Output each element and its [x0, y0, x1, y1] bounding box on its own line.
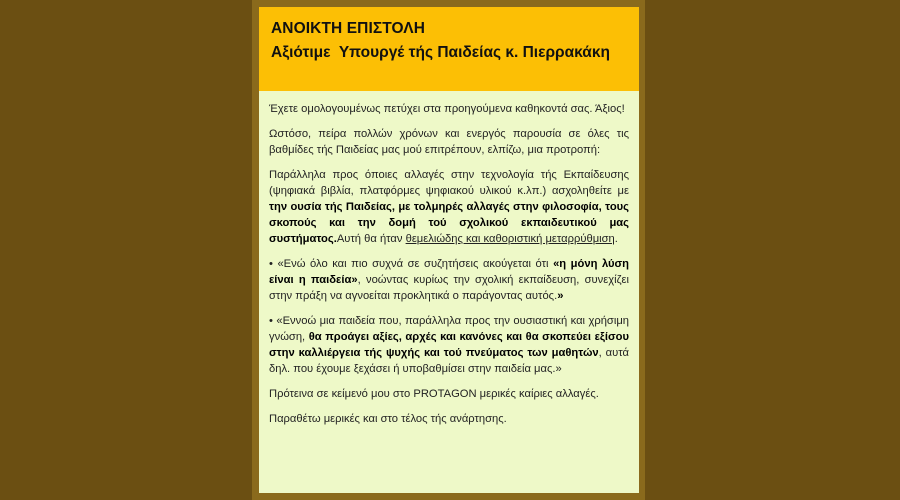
paragraph-3-text: Παράλληλα προς όποιες αλλαγές στην τεχνολογία τής Εκπαίδευσης (ψηφιακά βιβλία, πλατφόρμες ψηφιακού υλικού κ.λπ.) ασχοληθείτε με — [269, 169, 629, 197]
paragraph-3-text-2: Αυτή θα ήταν — [336, 233, 406, 245]
paragraph-4-text: • «Ενώ όλο και πιο συχνά σε συζητήσεις ακούγεται ότι — [269, 258, 554, 270]
paragraph-7: Παραθέτω μερικές και στο τέλος τής ανάρτησης. — [269, 413, 507, 425]
letter-header — [259, 7, 639, 91]
paragraph-5-text: • «Εννοώ μια παιδεία που, παράλληλα προς την ουσιαστική και χρήσιμη γνώση, — [269, 315, 629, 343]
paragraph-6: Πρότεινα σε κείμενό μου στο PROTAGON μερικές καίριες αλλαγές. — [269, 388, 599, 400]
paragraph-3-end: . — [614, 233, 618, 245]
paragraph-1: Έχετε ομολογουμένως πετύχει στα προηγούμενα καθηκοντά σας. Άξιος! — [269, 103, 625, 115]
paragraph-3 — [269, 167, 629, 247]
letter-body — [259, 91, 639, 427]
paragraph-3-bold: την ουσία τής Παιδείας, με τολμηρές αλλαγές στην φιλοσοφία, τους σκοπούς και την δομή τού σχολικού εκπαιδευτικού μας συστήματος. — [269, 201, 629, 245]
letter-title: ΑΝΟΙΚΤΗ ΕΠΙΣΤΟΛΗ — [271, 20, 426, 37]
letter-card — [259, 7, 639, 493]
paragraph-4-quote-close: » — [557, 290, 564, 302]
paragraph-5-text-2: , αυτά δηλ. που έχουμε ξεχάσει ή υποβαθμίσει στην παιδεία μας.» — [269, 347, 629, 375]
paragraph-4-text-2: , νοώντας κυρίως την σχολική εκπαίδευση, συνεχίζει στην πράξη να αγνοείται προκλητικά ο παράγοντας αυτός. — [269, 274, 629, 302]
paragraph-2: Ωστόσο, πείρα πολλών χρόνων και ενεργός παρουσία σε όλες τις βαθμίδες τής Παιδείας μας μού επιτρέπουν, ελπίζω, μια προτροπή: — [269, 128, 629, 156]
paragraph-5-bold: θα προάγει αξίες, αρχές και κανόνες και θα σκοπεύει εξίσου στην καλλιέργεια τής ψυχής και τού πνεύματος των μαθητών — [269, 331, 629, 359]
letter-subtitle: Αξιότιμε Υπουργέ τής Παιδείας κ. Πιερρακάκη — [271, 44, 610, 61]
paragraph-4 — [269, 256, 629, 304]
paragraph-3-underlined: θεμελιώδης και καθοριστική μεταρρύθμιση — [405, 233, 615, 245]
paragraph-4-bold: «η μόνη λύση είναι η παιδεία» — [269, 258, 629, 286]
paragraph-5 — [269, 313, 629, 377]
